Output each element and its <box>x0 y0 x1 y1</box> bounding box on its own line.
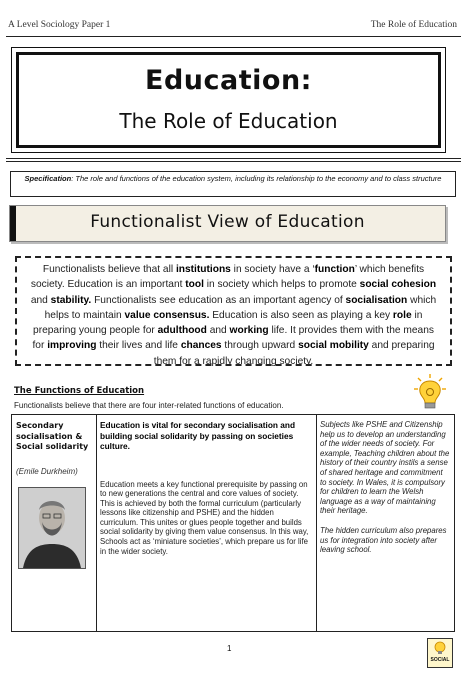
examples-cell <box>320 420 450 565</box>
specification-box <box>10 171 456 197</box>
function-heading: Secondary socialisation & Social solidarity <box>16 421 89 451</box>
paragraph-text: Functionalists believe that all <box>42 264 176 275</box>
social-logo <box>427 638 453 668</box>
explanation-cell <box>100 420 312 556</box>
header-rule <box>6 36 461 37</box>
header-right: The Role of Education <box>370 20 457 30</box>
section-banner <box>9 205 446 242</box>
paragraph-text: and <box>30 294 51 306</box>
column-divider-1 <box>96 415 97 631</box>
paragraph-text: in society have a ‘ <box>230 264 315 275</box>
divider-rule-1 <box>6 158 461 159</box>
function-lead: Education is vital for secondary socialisation and building social solidarity by passing on societies culture. <box>100 420 296 451</box>
specification-label: Specification <box>24 174 72 183</box>
paragraph-text: ’ which benefits society. Education is an important <box>30 264 425 291</box>
key-term: value consensus. <box>124 309 210 321</box>
lightbulb-icon <box>412 373 448 413</box>
functions-title: The Functions of Education <box>14 386 145 396</box>
key-term: institutions <box>175 264 231 275</box>
key-term: improving <box>47 340 97 352</box>
key-term: working <box>229 325 269 337</box>
key-term: tool <box>185 279 204 291</box>
page-subtitle: The Role of Education <box>119 109 338 133</box>
paragraph-text: in preparing young people for <box>33 309 423 337</box>
key-term: social cohesion <box>359 279 437 291</box>
paragraph-text: which helps to maintain <box>44 294 437 321</box>
page-number: 1 <box>227 644 232 653</box>
key-term: role <box>392 309 412 321</box>
example-paragraph-2: The hidden curriculum also prepares us for integration into society after leaving school. <box>320 525 447 555</box>
example-paragraph-1: Subjects like PSHE and Citizenship help us to develop an understanding of the wider needs of society. For example, Teaching children about the history of their country instils a sense of shared heritage and commitment to society. In Wales, it is compulsory for children to learn the Welsh language as a way of maintaining their heritage. <box>320 420 450 516</box>
paragraph-text: life. It provides them with the means for <box>32 325 434 352</box>
header-left: A Level Sociology Paper 1 <box>8 20 111 30</box>
logo-text: SOCIAL <box>430 657 450 663</box>
title-inner-frame <box>16 52 441 148</box>
paragraph-text: Education is also seen as playing a key <box>209 309 393 321</box>
function-body: Education meets a key functional prerequisite by passing on to new generations the central and core values of society. This is achieved by both the formal curriculum (particularly lessons like citizenship and PSHE) and the hidden curriculum. This unites or glues people together and builds social solidarity by giving them value consensus. In this way, Schools act as ‘miniature societies’, which prepare us for life in the wider society. <box>100 479 309 556</box>
paragraph-text: in society which helps to promote <box>203 279 360 291</box>
row-heading-cell <box>16 421 94 476</box>
paragraph-text: and <box>206 325 230 337</box>
specification-text: : The role and functions of the education system, including its relationship to the economy and to class structure <box>71 174 442 183</box>
key-term: function <box>314 264 355 275</box>
logo-icon <box>428 639 452 655</box>
theorist-name: (Emile Durkheim) <box>16 466 78 476</box>
functions-table <box>11 414 455 632</box>
paragraph-text: their lives and life <box>96 340 181 352</box>
divider-rule-2 <box>6 161 461 162</box>
section-title: Functionalist View of Education <box>90 212 365 232</box>
page-title: Education: <box>145 65 312 96</box>
key-term: chances <box>180 340 222 352</box>
key-term: stability. <box>50 294 92 306</box>
paragraph-text: Functionalists see education as an important agency of <box>91 294 346 306</box>
durkheim-portrait <box>18 487 86 569</box>
paragraph-text: through upward <box>221 340 299 352</box>
functionalist-paragraph <box>15 256 452 366</box>
functions-intro: Functionalists believe that there are four inter-related functions of education. <box>14 401 284 410</box>
column-divider-2 <box>316 415 317 631</box>
key-term: socialisation <box>345 294 408 306</box>
portrait-image <box>19 488 85 568</box>
key-term: adulthood <box>157 325 207 337</box>
paragraph-text: and preparing them for a rapidly changing society. <box>153 340 435 367</box>
key-term: social mobility <box>298 340 369 352</box>
title-box <box>11 47 446 153</box>
